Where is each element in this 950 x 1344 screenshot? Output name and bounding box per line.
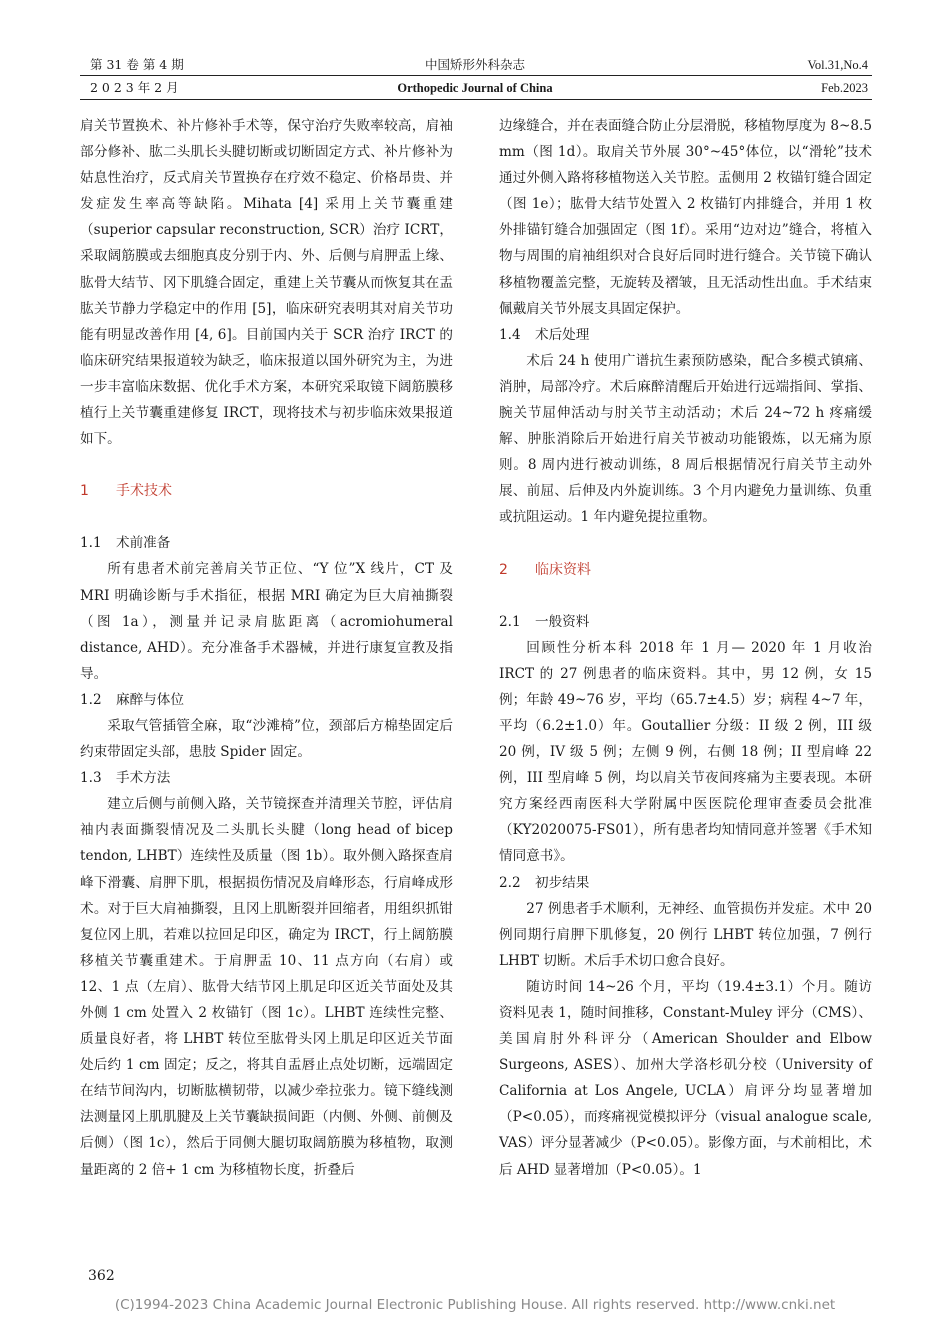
header-journal-cn: 中国矫形外科杂志 bbox=[424, 57, 525, 72]
header-volume-cn: 第 31 卷 第 4 期 bbox=[90, 57, 184, 72]
subsection-2-2-heading bbox=[499, 870, 872, 896]
subsection-number: 1.1 bbox=[80, 535, 102, 552]
section-number: 1 bbox=[80, 483, 89, 500]
subsection-number: 1.3 bbox=[80, 770, 102, 787]
paragraph-method: 建立后侧与前侧入路，关节镜探查并清理关节腔，评估肩袖内表面撕裂情况及二头肌长头腱（long head of bicep tendon, LHBT）连续性及质量（图 1b）。取外侧入路探查肩峰下滑囊、肩胛下肌，根据损伤情况及肩峰形态，行肩峰成形术。对于巨大肩袖撕裂，且冈上肌断裂并回缩者，用组织抓钳复位冈上肌，若难以拉回足印区，确定为 IRCT，行上阔筋膜移植关节囊重建术。于肩胛盂 10、11 点方向（右肩）或 12、1 点（左肩）、肱骨大结节冈上肌足印区近关节面处及其外侧 1 cm 处置入 2 枚锚钉（图 1c）。LHBT 连续性完整、质量良好者，将 LHBT 转位至肱骨头冈上肌足印区近关节面处后约 1 cm 固定；反之，将其自盂唇止点处切断，远端固定在结节间沟内，切断肱横韧带，以减少牵拉张力。镜下缝线测法测量冈上肌肌腱及上关节囊缺损间距（内侧、外侧、前侧及后侧）（图 1c），然后于同侧大腿切取阔筋膜为移植物，取测量距离的 2 倍+ 1 cm 为移植物长度，折叠后 bbox=[80, 796, 453, 1178]
right-column bbox=[499, 113, 872, 1183]
subsection-title: 术后处理 bbox=[535, 326, 590, 343]
subsection-title: 麻醉与体位 bbox=[116, 691, 184, 708]
section-title: 临床资料 bbox=[535, 561, 591, 578]
subsection-number: 1.2 bbox=[80, 691, 102, 708]
header-rule-bottom bbox=[80, 99, 872, 100]
intro-paragraph: 肩关节置换术、补片修补手术等，保守治疗失败率较高，肩袖部分修补、肱二头肌长头腱切断或切断固定方式、补片修补为姑息性治疗，反式肩关节置换存在疗效不稳定、价格昂贵、并发症发生率高等缺陷。Mihata [4] 采用上关节囊重建（superior capsular reconstruction, SCR）治疗 ICRT，采取阔筋膜或去细胞真皮分别于内、外、后侧与肩胛盂上缘、肱骨大结节、冈下肌缝合固定，重建上关节囊从而恢复其在盂肱关节静力学稳定中的作用 [5]，临床研究表明其对肩关节功能有明显改善作用 [4, 6]。目前国内关于 SCR 治疗 IRCT 的临床研究结果报道较为缺乏，临床报道以国外研究为主，为进一步丰富临床数据、优化手术方案，本研究采取镜下阔筋膜移植行上关节囊重建修复 IRCT，现将技术与初步临床效果报道如下。 bbox=[80, 118, 453, 448]
paragraph-results-1: 27 例患者手术顺利，无神经、血管损伤并发症。术中 20 例同期行肩胛下肌修复，20 例行 LHBT 转位加强，7 例行 LHBT 切断。术后手术切口愈合良好。 bbox=[499, 900, 872, 969]
header-date-en: Feb.2023 bbox=[821, 81, 868, 95]
subsection-title: 术前准备 bbox=[116, 535, 171, 552]
subsection-number: 1.4 bbox=[499, 326, 521, 343]
subsection-1-4-heading bbox=[499, 322, 872, 348]
page-number: 362 bbox=[88, 1268, 115, 1284]
subsection-title: 手术方法 bbox=[116, 770, 171, 787]
section-title: 手术技术 bbox=[116, 483, 172, 500]
subsection-title: 初步结果 bbox=[535, 874, 590, 891]
subsection-2-1-heading bbox=[499, 609, 872, 635]
subsection-1-1-heading bbox=[80, 530, 453, 556]
header-rule-top bbox=[80, 75, 872, 76]
section-1-heading bbox=[80, 478, 453, 504]
left-column bbox=[80, 113, 453, 1183]
subsection-1-2-heading bbox=[80, 687, 453, 713]
header-journal-en: Orthopedic Journal of China bbox=[397, 81, 553, 95]
paragraph-anesthesia: 采取气管插管全麻，取“沙滩椅”位，颈部后方棉垫固定后约束带固定头部，患肢 Spider 固定。 bbox=[80, 717, 453, 761]
section-2-heading bbox=[499, 557, 872, 583]
section-number: 2 bbox=[499, 561, 508, 578]
subsection-title: 一般资料 bbox=[535, 613, 590, 630]
paragraph-preop: 所有患者术前完善肩关节正位、“Y 位”X 线片，CT 及 MRI 明确诊断与手术指征，根据 MRI 确定为巨大肩袖撕裂（图 1a），测量并记录肩肱距离（acromiohumeral distance, AHD）。充分准备手术器械，并进行康复宣教及指导。 bbox=[80, 561, 453, 682]
paragraph-method-continued: 边缘缝合，并在表面缝合防止分层滑脱，移植物厚度为 8~8.5 mm（图 1d）。取肩关节外展 30°~45°体位，以“滑轮”技术通过外侧入路将移植物送入关节腔。盂侧用 2 枚锚钉缝合固定（图 1e）；肱骨大结节处置入 2 枚锚钉内排缝合，并用 1 枚外排锚钉缝合加强固定（图 1f）。采用“边对边”缝合，将植入物与周围的肩袖组织对合良好后同时进行缝合。关节镜下确认移植物覆盖完整，无旋转及褶皱，且无活动性出血。手术结束佩戴肩关节外展支具固定保护。 bbox=[499, 118, 872, 317]
subsection-1-3-heading bbox=[80, 765, 453, 791]
paragraph-postop: 术后 24 h 使用广谱抗生素预防感染，配合多模式镇痛、消肿，局部冷疗。术后麻醉清醒后开始进行远端指间、掌指、腕关节屈伸活动与肘关节主动活动；术后 24~72 h 疼痛缓解、肿胀消除后开始进行肩关节被动功能锻炼，以无痛为原则。8 周内进行被动训练，8 周后根据情况行肩关节主动外展、前屈、后伸及内外旋训练。3 个月内避免力量训练、负重或抗阻运动。1 年内避免提拉重物。 bbox=[499, 352, 872, 526]
subsection-number: 2.2 bbox=[499, 874, 521, 891]
subsection-number: 2.1 bbox=[499, 613, 521, 630]
header-date-cn: 2 0 2 3 年 2 月 bbox=[90, 80, 179, 95]
header-volume-en: Vol.31,No.4 bbox=[807, 58, 868, 72]
paragraph-results-2: 随访时间 14~26 个月，平均（19.4±3.1）个月。随访资料见表 1，随时间推移，Constant-Muley 评分（CMS）、美国肩肘外科评分（American Shoulder and Elbow Surgeons, ASES）、加州大学洛杉矶分校（University of California at Los Angele, UCLA）肩评分均显著增加（P<0.05），而疼痛视觉模拟评分（visual analogue scale, VAS）评分显著减少（P<0.05）。影像方面，与术前相比，术后 AHD 显著增加（P<0.05）。1 bbox=[499, 978, 873, 1178]
paragraph-general-data: 回顾性分析本科 2018 年 1 月— 2020 年 1 月收治 IRCT 的 27 例患者的临床资料。其中，男 12 例，女 15 例；年龄 49~76 岁，平均（65.7±4.5）岁；病程 4~7 年，平均（6.2±1.0）年。Goutallier 分级：II 级 2 例，III 级 20 例，IV 级 5 例；左侧 9 例，右侧 18 例；II 型肩峰 22 例，III 型肩峰 5 例，均以肩关节夜间疼痛为主要表现。本研究方案经西南医科大学附属中医医院伦理审查委员会批准（KY2020075-FS01），所有患者均知情同意并签署《手术知情同意书》。 bbox=[499, 639, 872, 865]
copyright-footer: (C)1994-2023 China Academic Journal Electronic Publishing House. All rights reserved. http://www.cnki.net bbox=[114, 1297, 836, 1313]
